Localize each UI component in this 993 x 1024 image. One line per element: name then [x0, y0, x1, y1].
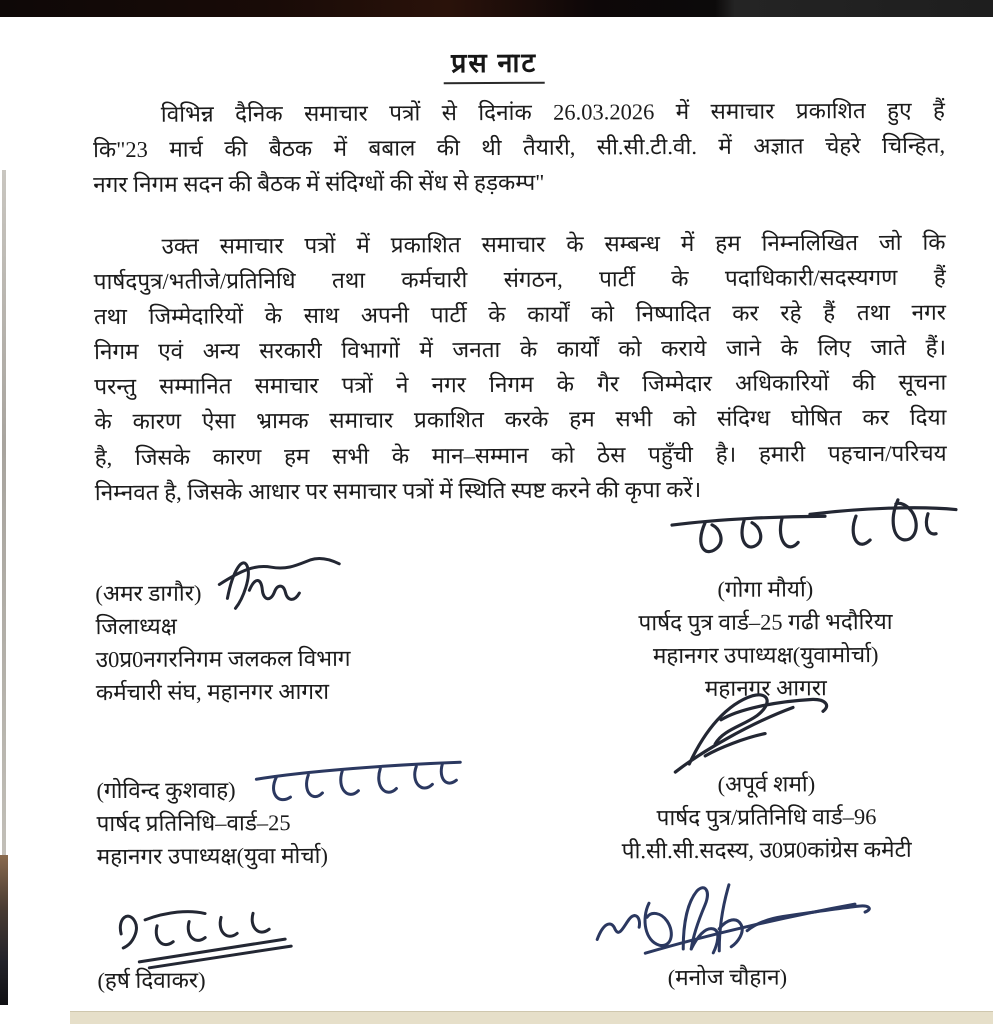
paragraph2-line5: परन्तु सम्मानित समाचार पत्रों ने नगर निगम के गैर जिम्मेदार अधिकारियों की सूचना [94, 369, 947, 400]
signatory-designation: पार्षद पुत्र/प्रतिनिधि वार्ड–96 [656, 804, 877, 831]
signatory-organization: पी.सी.सी.सदस्य, उ0प्र0कांग्रेस कमेटी [621, 836, 912, 864]
signatory-designation: पार्षद प्रतिनिधि–वार्ड–25 [96, 810, 291, 837]
signatory-designation: पार्षद पुत्र वार्ड–25 गढी भदौरिया [638, 608, 893, 636]
signatory-organization: उ0प्र0नगरनिगम जलकल विभाग [95, 645, 351, 673]
signatory-block-govind-kushwah [96, 772, 527, 873]
paragraph1-line1: विभिन्न दैनिक समाचार पत्रों से दिनांक 26.03.2026 में समाचार प्रकाशित हुए हैं [160, 97, 945, 127]
signatory-name-label: (गोगा मौर्या) [717, 576, 814, 602]
signatory-block-amar-dagaur [95, 575, 526, 709]
paragraph2-line3: तथा जिम्मेदारियों के साथ अपनी पार्टी के कार्यों को निष्पादित कर रहे हैं तथा नगर [93, 299, 946, 330]
paragraph2-line4: निगम एवं अन्य सरकारी विभागों में जनता के कार्यों को कराये जाने के लिए जाते हैं। [94, 334, 947, 365]
signatory-designation: जिलाध्यक्ष [95, 613, 177, 640]
signature-manoj-chauhan [587, 874, 887, 971]
signatory-block-manoj-chauhan [567, 960, 887, 995]
signatory-name-label: (अमर डागौर) [95, 580, 202, 607]
signatory-name-label: (मनोज चौहान) [667, 964, 788, 991]
paragraph2-line2: पार्षदपुत्र/भतीजे/प्रतिनिधि तथा कर्मचारी संगठन, पार्टी के पदाधिकारी/सदस्यगण हैं [93, 264, 946, 295]
signatory-name-label: (हर्ष दिवाकर) [97, 967, 206, 994]
paragraph2-line1: उक्त समाचार पत्रों में प्रकाशित समाचार के सम्बन्ध में हम निम्नलिखित जो कि [161, 229, 946, 259]
signatory-name-label: (गोविन्द कुशवाह) [96, 777, 236, 804]
paragraph2-line6: के कारण ऐसा भ्रामक समाचार प्रकाशित करके हम सभी को संदिग्ध घोषित कर दिया [94, 404, 947, 435]
signature-harsh-diwakar [105, 899, 320, 970]
paper-content [0, 14, 993, 1024]
press-note-title-text: प्रस नाट [443, 48, 545, 85]
paragraph2-line7: है, जिसके कारण हम सभी के मान–सम्मान को ठेस पहुँची है। हमारी पहचान/परिचय [94, 440, 947, 471]
signatory-designation-2: महानगर उपाध्यक्ष(युवा मोर्चा) [96, 842, 329, 870]
signatory-block-apurv-sharma [566, 767, 967, 868]
signatory-block-goga-maurya [565, 572, 966, 706]
signatory-organization-2: कर्मचारी संघ, महानगर आगरा [95, 678, 330, 706]
paragraph1-line2: कि"23 मार्च की बैठक में बबाल की थी तैयारी, सी.सी.टी.वी. में अज्ञात चेहरे चिन्हित, [92, 132, 946, 163]
press-note-title [0, 40, 991, 82]
paragraph2-line8: निम्नवत है, जिसके आधार पर समाचार पत्रों में स्थिति स्पष्ट करने की कृपा करें। [94, 476, 702, 506]
signatory-name-label: (अपूर्व शर्मा) [717, 771, 816, 797]
signatory-block-harsh-diwakar [97, 963, 397, 998]
paragraph1-line3: नगर निगम सदन की बैठक में संदिग्धों की सेंध से हड़कम्प" [93, 169, 545, 198]
signatory-designation-2: महानगर उपाध्यक्ष(युवामोर्चा) [652, 642, 879, 669]
signatory-city: महानगर आगरा [704, 675, 827, 701]
